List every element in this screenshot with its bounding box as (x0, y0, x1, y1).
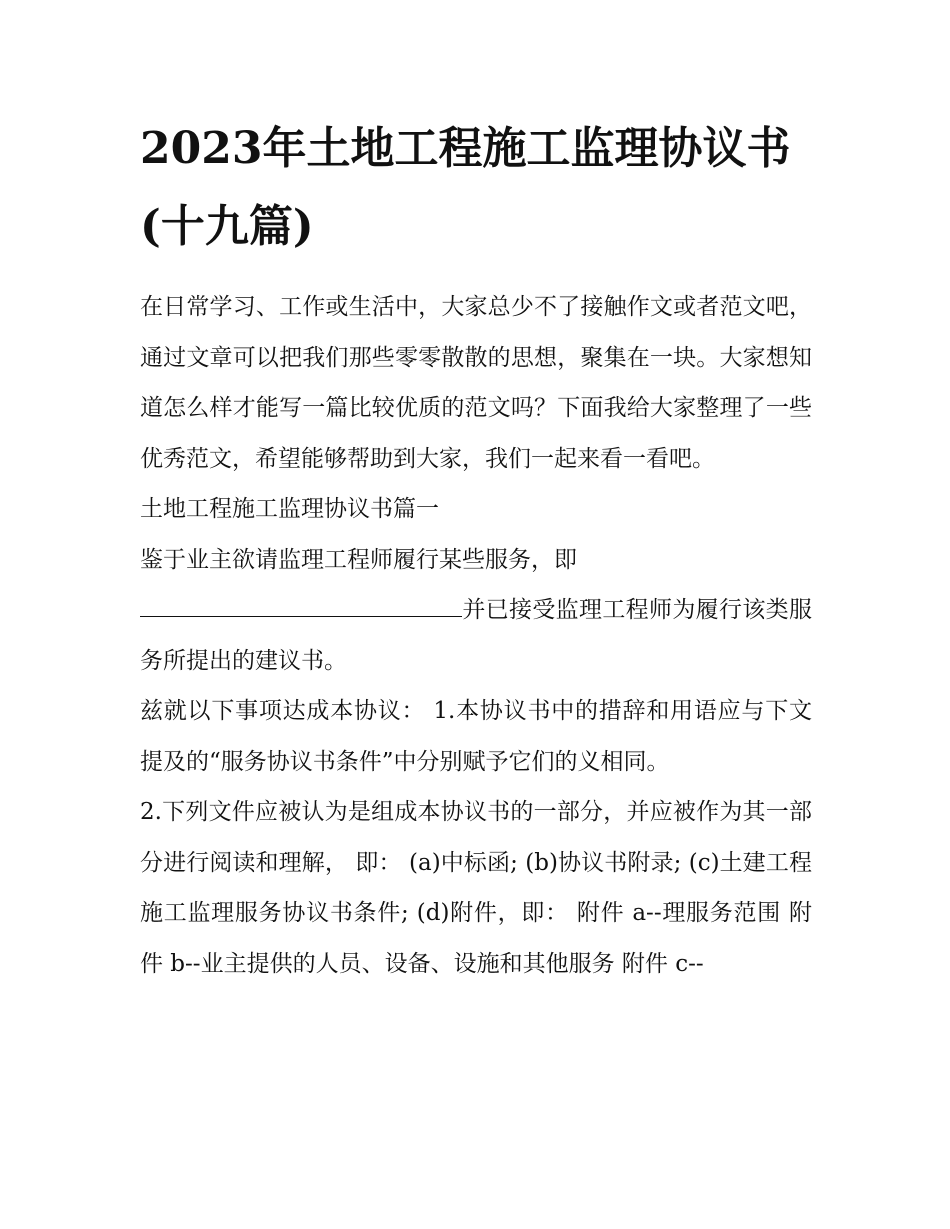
clause-1-paragraph: 兹就以下事项达成本协议： 1.本协议书中的措辞和用语应与下文提及的“服务协议书条件”中分别赋予它们的义相同。 (140, 698, 812, 775)
intro-paragraph: 在日常学习、工作或生活中，大家总少不了接触作文或者范文吧，通过文章可以把我们那些零零散散的思想，聚集在一块。大家想知道怎么样才能写一篇比较优质的范文吗？下面我给大家整理了一些优秀范文，希望能够帮助到大家，我们一起来看一看吧。 (140, 294, 812, 472)
document-body (140, 282, 812, 989)
document-title: 2023年土地工程施工监理协议书(十九篇) (140, 123, 791, 252)
section-heading: 土地工程施工监理协议书篇一 (140, 496, 439, 522)
clause-2-paragraph: 2.下列文件应被认为是组成本协议书的一部分，并应被作为其一部分进行阅读和理解， 即： (a)中标函; (b)协议书附录; (c)土建工程施工监理服务协议书条件; (d)附件，即： 附件 a--理服务范围 附件 b--业主提供的人员、设备、设施和其他服务 附件 c-- (140, 799, 812, 977)
blank-line-suffix: 并已接受监理工程师为履行该类服务所提出的建议书。 (140, 597, 812, 674)
blank-line-paragraph (140, 585, 812, 686)
whereas-paragraph: 鉴于业主欲请监理工程师履行某些服务，即 (140, 546, 577, 573)
document-page (140, 110, 812, 989)
fill-in-blank-line (140, 590, 462, 617)
